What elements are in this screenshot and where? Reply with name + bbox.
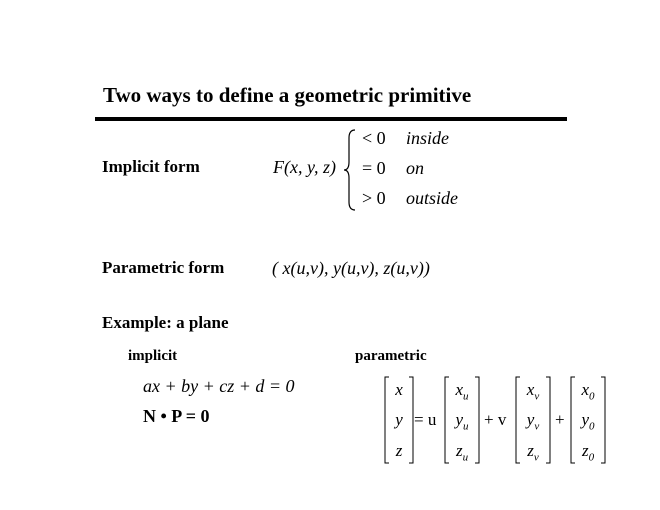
u-x: $x_u$ — [455, 380, 469, 403]
title-underline — [95, 117, 567, 121]
cases-brace — [343, 128, 357, 212]
u-y: $y_u$ — [455, 410, 469, 433]
case-on-word: on — [406, 158, 424, 178]
origin-x: $x_0$ — [581, 380, 595, 403]
slide-title: Two ways to define a geometric primitive — [103, 83, 472, 107]
plus-v: + v — [484, 410, 507, 429]
example-heading: Example: a plane — [102, 313, 229, 332]
lhs-y: y — [395, 410, 403, 429]
plus-origin: + — [555, 410, 565, 429]
v-x: $x_v$ — [526, 380, 540, 403]
parametric-expression: ( x(u,v), y(u,v), z(u,v)) — [272, 258, 430, 278]
u-z: $z_u$ — [455, 441, 469, 464]
origin-z: $z_0$ — [581, 441, 595, 464]
case-outside — [362, 188, 458, 209]
plane-dot-form: N • P = 0 — [143, 406, 210, 426]
example-parametric-label: parametric — [355, 348, 427, 364]
case-inside-relation: < 0 — [362, 128, 386, 148]
implicit-function: F(x, y, z) — [273, 157, 336, 177]
case-outside-relation: > 0 — [362, 188, 386, 208]
plane-implicit-equation: ax + by + cz + d = 0 — [143, 376, 295, 396]
origin-y: $y_0$ — [581, 410, 595, 433]
v-y: $y_v$ — [526, 410, 540, 433]
lhs-z: z — [395, 441, 403, 460]
case-on-relation: = 0 — [362, 158, 386, 178]
case-on — [362, 158, 424, 179]
case-inside — [362, 128, 449, 149]
lhs-x: x — [395, 380, 403, 399]
implicit-form-label: Implicit form — [102, 157, 200, 176]
case-outside-word: outside — [406, 188, 458, 208]
case-inside-word: inside — [406, 128, 449, 148]
parametric-form-label: Parametric form — [102, 258, 225, 277]
example-implicit-label: implicit — [128, 348, 178, 364]
equals-u: = u — [414, 410, 437, 429]
v-z: $z_v$ — [527, 441, 539, 464]
